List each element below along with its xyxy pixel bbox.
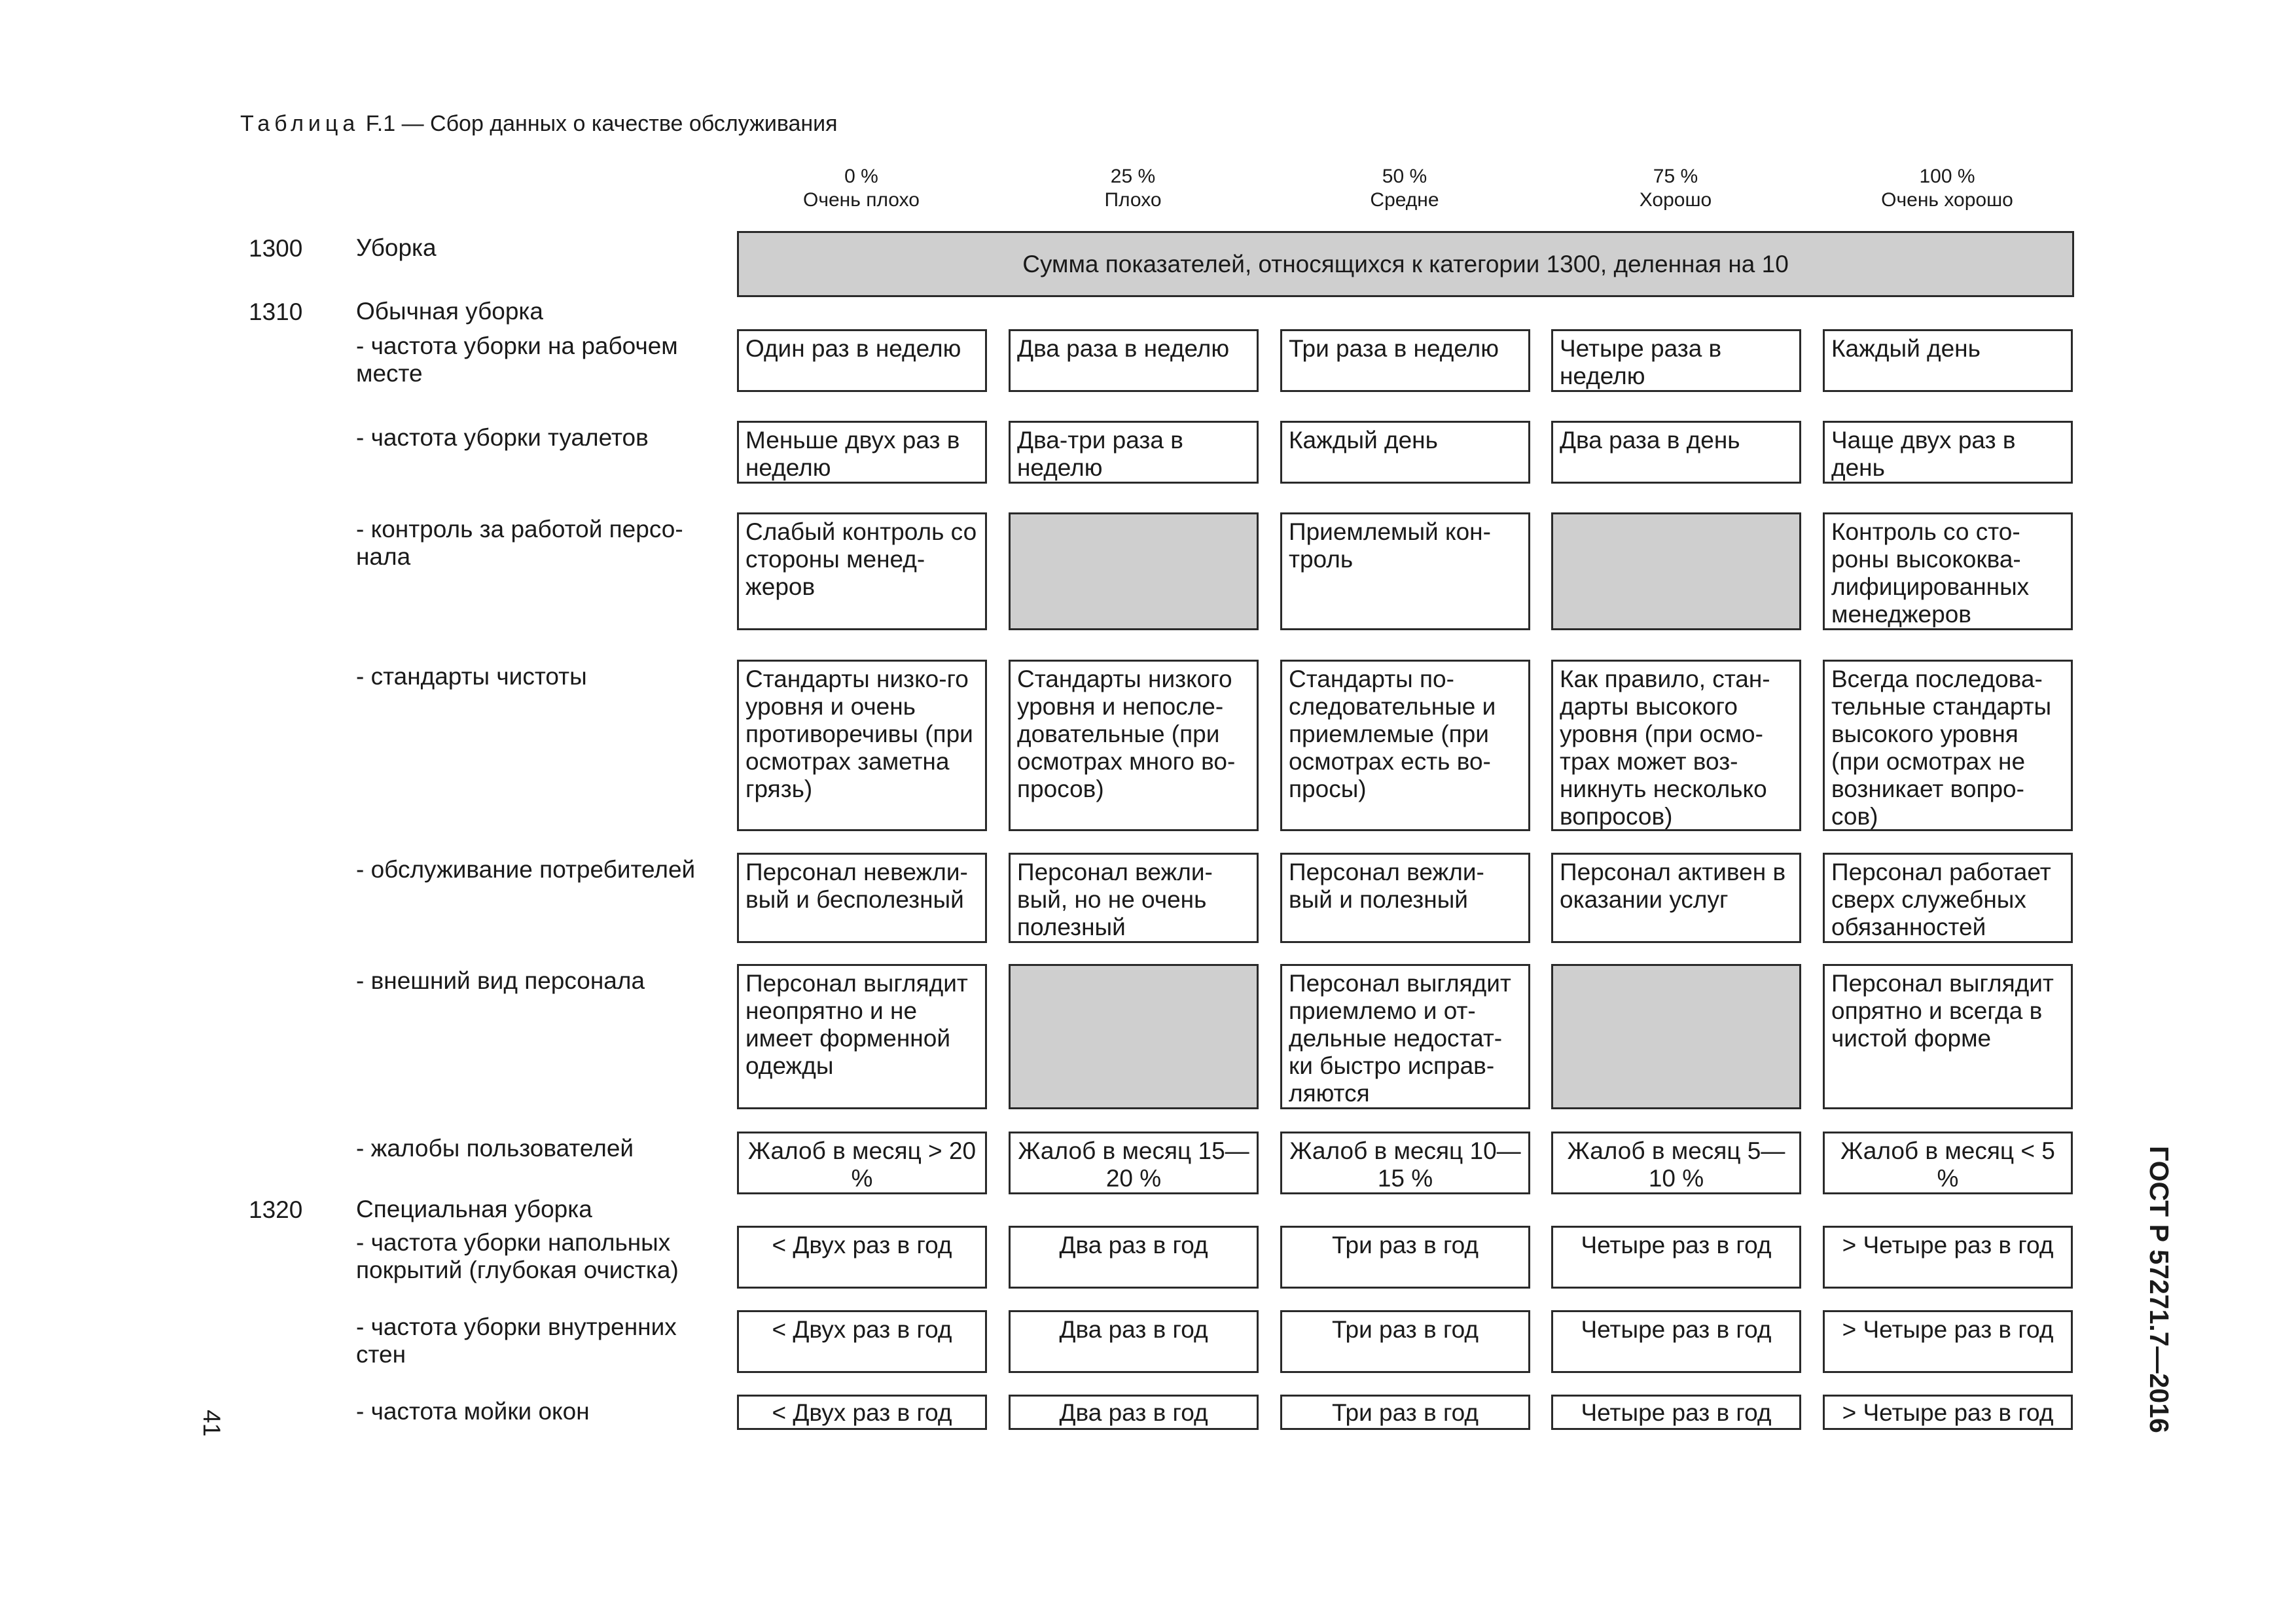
rating-cell: Три раза в неделю: [1280, 329, 1530, 392]
column-header-label: Очень плохо: [803, 189, 920, 211]
column-header-pct: 100 %: [1919, 166, 1975, 187]
criterion-label: - частота уборки напольных покрытий (глубокая очистка): [356, 1229, 679, 1283]
rating-cell: Приемлемый кон-троль: [1280, 512, 1530, 630]
criterion-label: - частота уборки на рабочем месте: [356, 332, 678, 387]
criterion-label: - стандарты чистоты: [356, 663, 587, 690]
rating-cell: Стандарты низкого уровня и непосле-довательные (при осмотрах много во-просов): [1009, 660, 1259, 831]
rating-cell: Два раз в год: [1009, 1310, 1259, 1373]
rating-cell-empty: [1551, 964, 1801, 1109]
table-title-label: Таблица: [240, 111, 360, 136]
rating-cell: Жалоб в месяц < 5 %: [1823, 1132, 2073, 1194]
rating-cell: < Двух раз в год: [737, 1395, 987, 1430]
rating-cell: Персонал выглядит неопрятно и не имеет форменной одежды: [737, 964, 987, 1109]
rating-cell-empty: [1009, 964, 1259, 1109]
rating-cell: < Двух раз в год: [737, 1310, 987, 1373]
column-header-pct: 25 %: [1110, 166, 1156, 187]
rating-cell: Всегда последова-тельные стандарты высокого уровня (при осмотрах не возникает вопро-сов): [1823, 660, 2073, 831]
rating-cell: Персонал активен в оказании услуг: [1551, 853, 1801, 943]
column-header-4: [1823, 165, 2072, 212]
rating-cell: Четыре раз в год: [1551, 1226, 1801, 1289]
rating-cell: Персонал работает сверх служебных обязанностей: [1823, 853, 2073, 943]
rating-cell: Два раза в день: [1551, 421, 1801, 484]
rating-cell-empty: [1551, 512, 1801, 630]
rating-cell: Два раз в год: [1009, 1226, 1259, 1289]
row-code-1310: 1310: [249, 298, 303, 325]
rating-cell: Четыре раза в неделю: [1551, 329, 1801, 392]
rating-cell: Два-три раза в неделю: [1009, 421, 1259, 484]
rating-cell: Два раза в неделю: [1009, 329, 1259, 392]
rating-cell: Стандарты по-следовательные и приемлемые (при осмотрах есть во-просы): [1280, 660, 1530, 831]
rating-cell: Персонал выглядит приемлемо и от-дельные недостат-ки быстро исправ-ляются: [1280, 964, 1530, 1109]
rating-cell: Чаще двух раз в день: [1823, 421, 2073, 484]
rating-cell: Меньше двух раз в неделю: [737, 421, 987, 484]
column-header-label: Средне: [1370, 189, 1439, 211]
rating-cell: < Двух раз в год: [737, 1226, 987, 1289]
summary-cell-1300: [737, 231, 2074, 297]
criterion-label: - внешний вид персонала: [356, 967, 645, 994]
criterion-label: - частота уборки внутренних стен: [356, 1313, 677, 1368]
rating-cell: Персонал выглядит опрятно и всегда в чистой форме: [1823, 964, 2073, 1109]
column-header-label: Плохо: [1104, 189, 1162, 211]
row-label-1310: Обычная уборка: [356, 298, 544, 325]
rating-cell: Один раз в неделю: [737, 329, 987, 392]
row-label-1320: Специальная уборка: [356, 1196, 592, 1222]
column-header-1: [1009, 165, 1257, 212]
rating-cell: Три раз в год: [1280, 1310, 1530, 1373]
row-label-1300: Уборка: [356, 234, 437, 261]
rating-cell: Персонал невежли-вый и бесполезный: [737, 853, 987, 943]
table-title: [240, 111, 838, 137]
rating-cell: > Четыре раз в год: [1823, 1226, 2073, 1289]
criterion-label: - жалобы пользователей: [356, 1135, 634, 1162]
table-title-text: F.1 — Сбор данных о качестве обслуживания: [365, 111, 838, 136]
column-header-pct: 50 %: [1382, 166, 1427, 187]
rating-cell: Персонал вежли-вый и полезный: [1280, 853, 1530, 943]
rating-cell-empty: [1009, 512, 1259, 630]
rating-cell: Три раз в год: [1280, 1226, 1530, 1289]
row-code-1300: 1300: [249, 235, 303, 262]
rating-cell: Каждый день: [1280, 421, 1530, 484]
column-header-2: [1280, 165, 1529, 212]
summary-text: Сумма показателей, относящихся к категории 1300, деленная на 10: [1022, 250, 1789, 277]
column-header-3: [1551, 165, 1800, 212]
rating-cell: > Четыре раз в год: [1823, 1310, 2073, 1373]
rating-cell: Четыре раз в год: [1551, 1395, 1801, 1430]
rating-cell: > Четыре раз в год: [1823, 1395, 2073, 1430]
column-header-pct: 75 %: [1653, 166, 1698, 187]
column-header-pct: 0 %: [844, 166, 878, 187]
row-code-1320: 1320: [249, 1196, 303, 1223]
rating-cell: Жалоб в месяц 15—20 %: [1009, 1132, 1259, 1194]
rating-cell: Каждый день: [1823, 329, 2073, 392]
rating-cell: Жалоб в месяц > 20 %: [737, 1132, 987, 1194]
criterion-label: - обслуживание потребителей: [356, 856, 696, 883]
rating-cell: Стандарты низко-го уровня и очень противоречивы (при осмотрах заметна грязь): [737, 660, 987, 831]
rating-cell: Как правило, стан-дарты высокого уровня (при осмо-трах может воз-никнуть несколько вопросов): [1551, 660, 1801, 831]
rating-cell: Четыре раз в год: [1551, 1310, 1801, 1373]
criterion-label: - контроль за работой персо-нала: [356, 516, 683, 570]
standard-number: ГОСТ Р 57271.7—2016: [2144, 1145, 2174, 1433]
rating-cell: Слабый контроль со стороны менед-жеров: [737, 512, 987, 630]
rating-cell: Персонал вежли-вый, но не очень полезный: [1009, 853, 1259, 943]
page-number: 41: [198, 1410, 225, 1437]
rating-cell: Два раз в год: [1009, 1395, 1259, 1430]
column-header-0: [737, 165, 986, 212]
column-header-label: Очень хорошо: [1881, 189, 2013, 211]
criterion-label: - частота мойки окон: [356, 1398, 590, 1425]
column-header-label: Хорошо: [1639, 189, 1712, 211]
rating-cell: Контроль со сто-роны высококва-лифицированных менеджеров: [1823, 512, 2073, 630]
rating-cell: Жалоб в месяц 10—15 %: [1280, 1132, 1530, 1194]
rating-cell: Жалоб в месяц 5—10 %: [1551, 1132, 1801, 1194]
criterion-label: - частота уборки туалетов: [356, 424, 649, 451]
rating-cell: Три раз в год: [1280, 1395, 1530, 1430]
